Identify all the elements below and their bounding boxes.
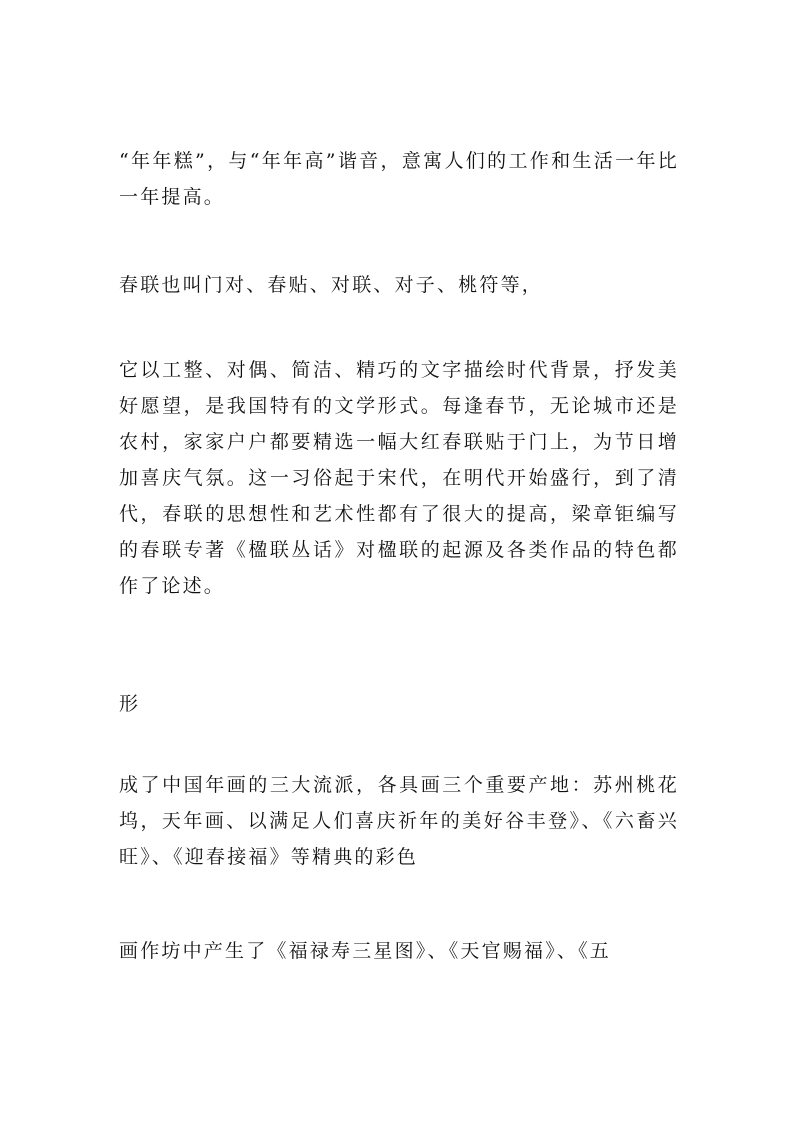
paragraph-fragment: 形: [119, 693, 141, 715]
paragraph-nian-gao: “年年糕”，与“年年高”谐音，意寓人们的工作和生活一年比一年提高。: [119, 150, 679, 208]
paragraph-chunlian-history: 它以工整、对偶、简洁、精巧的文字描绘时代背景，抒发美好愿望，是我国特有的文学形式。每逢春节，无论城市还是农村，家家户户都要精选一幅大红春联贴于门上，为节日增加喜庆气氛。这一习俗起于宋代，在明代开始盛行，到了清代，春联的思想性和艺术性都有了很大的提高，梁章钜编写的春联专著《楹联丛话》对楹联的起源及各类作品的特色都作了论述。: [119, 359, 679, 597]
paragraph-nianhua-schools: 成了中国年画的三大流派，各具画三个重要产地：苏州桃花坞，天年画、以满足人们喜庆祈年的美好谷丰登》、《六畜兴旺》、《迎春接福》等精典的彩色: [119, 774, 679, 868]
paragraph-chunlian-names: 春联也叫门对、春贴、对联、对子、桃符等，: [119, 274, 544, 296]
paragraph-nianhua-works: 画作坊中产生了《福禄寿三星图》、《天官赐福》、《五: [119, 940, 612, 962]
